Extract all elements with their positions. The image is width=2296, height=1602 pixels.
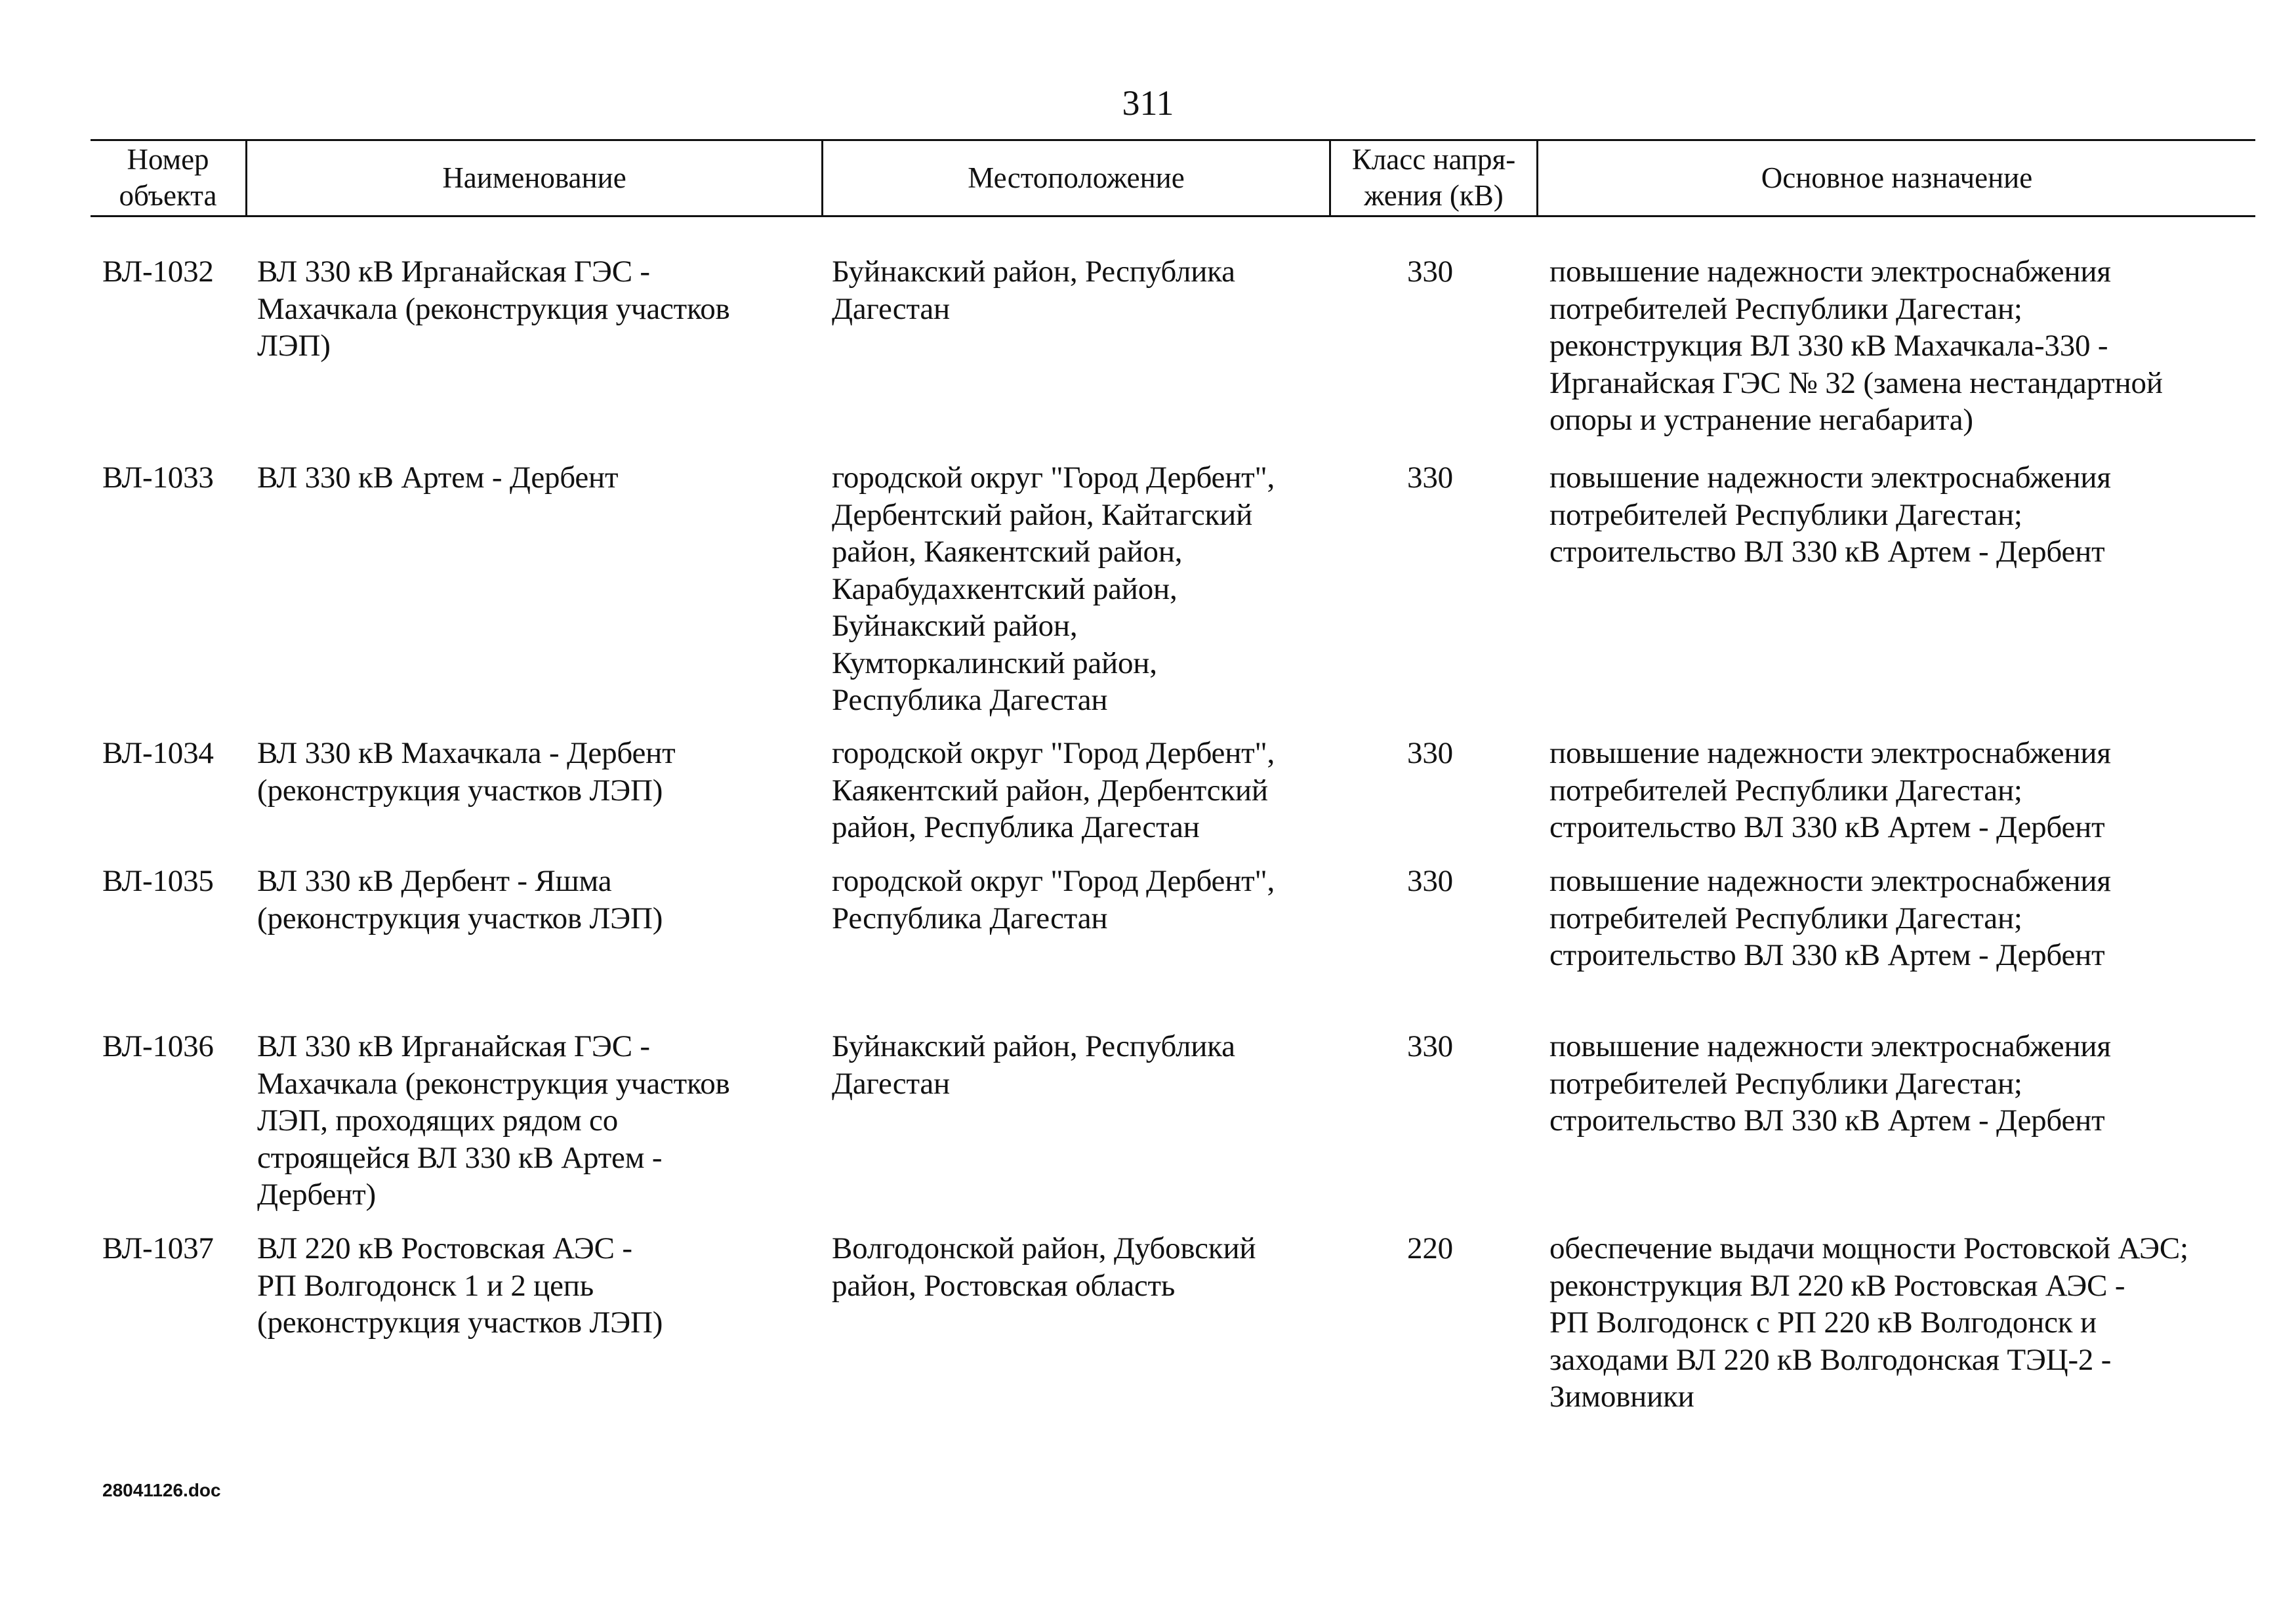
header-purpose (1538, 139, 2255, 216)
row-name: ВЛ 330 кВ Махачкала - Дербент (реконструкция участков ЛЭП) (257, 736, 676, 808)
row-code: ВЛ-1034 (102, 736, 214, 770)
header-code (91, 139, 245, 216)
row-purpose: повышение надежности электроснабжения потребителей Республики Дагестан; строительство ВЛ 330 кВ Артем - Дербент (1549, 461, 2111, 569)
row-purpose: повышение надежности электроснабжения потребителей Республики Дагестан; строительство ВЛ 330 кВ Артем - Дербент (1549, 864, 2111, 972)
header-voltage-label: Класс напря- жения (кВ) (1351, 143, 1516, 212)
row-voltage: 330 (1407, 461, 1453, 495)
header-name-label: Наименование (442, 161, 626, 194)
row-purpose: обеспечение выдачи мощности Ростовской АЭС; реконструкция ВЛ 220 кВ Ростовская АЭС - РП Волгодонск с РП 220 кВ Волгодонск и заходами ВЛ 220 кВ Волгодонская ТЭЦ-2 - Зимовники (1549, 1231, 2188, 1414)
row-voltage: 330 (1407, 1029, 1453, 1063)
row-code: ВЛ-1033 (102, 461, 214, 495)
row-code: ВЛ-1032 (102, 255, 214, 289)
header-location (823, 139, 1329, 216)
row-code: ВЛ-1037 (102, 1231, 214, 1265)
row-purpose: повышение надежности электроснабжения потребителей Республики Дагестан; строительство ВЛ 330 кВ Артем - Дербент (1549, 736, 2111, 844)
header-purpose-label: Основное назначение (1761, 161, 2033, 194)
row-voltage: 220 (1407, 1231, 1453, 1265)
row-voltage: 330 (1407, 255, 1453, 289)
row-voltage: 330 (1407, 864, 1453, 898)
header-location-label: Местоположение (968, 161, 1185, 194)
row-name: ВЛ 330 кВ Артем - Дербент (257, 461, 619, 495)
row-location: Буйнакский район, Республика Дагестан (832, 1029, 1235, 1101)
page-number: 311 (1122, 83, 1174, 123)
row-location: городской округ "Город Дербент", Каякентский район, Дербентский район, Республика Дагестан (832, 736, 1275, 844)
header-voltage (1331, 139, 1536, 216)
row-purpose: повышение надежности электроснабжения потребителей Республики Дагестан; строительство ВЛ 330 кВ Артем - Дербент (1549, 1029, 2111, 1138)
header-name (247, 139, 821, 216)
header-code-label: Номер объекта (119, 143, 217, 212)
row-name: ВЛ 220 кВ Ростовская АЭС - РП Волгодонск 1 и 2 цепь (реконструкция участков ЛЭП) (257, 1231, 663, 1340)
row-location: городской округ "Город Дербент", Дербентский район, Кайтагский район, Каякентский район, Карабудахкентский район, Буйнакский район, Кумторкалинский район, Республика Дагестан (832, 461, 1275, 717)
row-voltage: 330 (1407, 736, 1453, 770)
row-location: Буйнакский район, Республика Дагестан (832, 255, 1235, 326)
row-location: Волгодонской район, Дубовский район, Ростовская область (832, 1231, 1256, 1303)
row-name: ВЛ 330 кВ Ирганайская ГЭС - Махачкала (реконструкция участков ЛЭП, проходящих рядом со строящейся ВЛ 330 кВ Артем - Дербент) (257, 1029, 730, 1212)
row-code: ВЛ-1035 (102, 864, 214, 898)
footer-filename: 28041126.doc (102, 1480, 221, 1500)
row-code: ВЛ-1036 (102, 1029, 214, 1063)
row-location: городской округ "Город Дербент", Республика Дагестан (832, 864, 1275, 935)
row-purpose: повышение надежности электроснабжения потребителей Республики Дагестан; реконструкция ВЛ 330 кВ Махачкала-330 - Ирганайская ГЭС № 32 (замена нестандартной опоры и устранение негабарита) (1549, 255, 2163, 437)
row-name: ВЛ 330 кВ Ирганайская ГЭС - Махачкала (реконструкция участков ЛЭП) (257, 255, 730, 363)
row-name: ВЛ 330 кВ Дербент - Яшма (реконструкция участков ЛЭП) (257, 864, 663, 935)
